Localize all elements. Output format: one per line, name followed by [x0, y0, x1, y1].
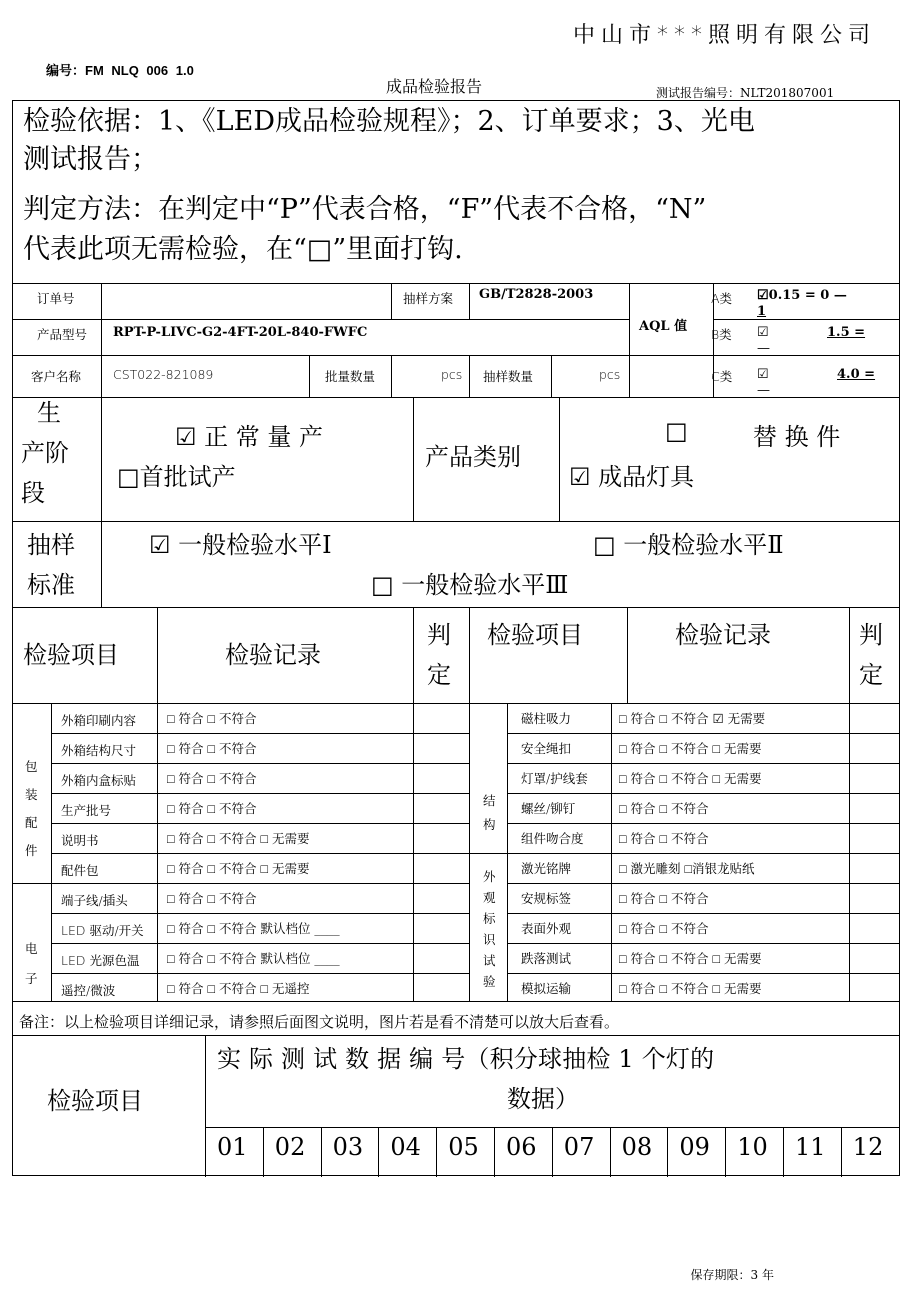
- right-row-item: 组件吻合度: [521, 831, 584, 846]
- aql-c-check: ☑: [757, 367, 769, 382]
- right-row-record[interactable]: □ 符合 □ 不符合: [619, 801, 709, 816]
- right-row-item: 安规标签: [521, 891, 572, 906]
- group-label-structure-char: 结: [483, 793, 496, 808]
- right-row-item: 激光铭牌: [521, 861, 572, 876]
- col-head-item-right: 检验项目: [487, 621, 583, 649]
- group-label-structure-char: 构: [483, 817, 496, 832]
- report-form: [12, 100, 900, 1176]
- stage-label-2: 产阶: [21, 439, 69, 467]
- group-label-appearance-char: 验: [483, 974, 496, 989]
- left-row-item: 外箱结构尺寸: [61, 743, 137, 758]
- left-row-record[interactable]: □ 符合 □ 不符合: [167, 711, 257, 726]
- stage-label-1: 生: [37, 399, 61, 427]
- test-number-cell: 03: [332, 1133, 364, 1161]
- test-data-item-label: 检验项目: [47, 1087, 143, 1115]
- sampling-std-label-2: 标准: [27, 571, 75, 599]
- test-number-cell: 10: [737, 1133, 768, 1161]
- batch-qty-unit: pcs: [441, 367, 463, 382]
- aql-a-label: A类: [711, 291, 733, 306]
- left-row-item: 端子线/插头: [61, 893, 128, 908]
- aql-b-value: 1.5 =: [827, 325, 866, 340]
- left-row-record[interactable]: □ 符合 □ 不符合 □ 无遥控: [167, 981, 310, 996]
- right-row-item: 磁柱吸力: [521, 711, 572, 726]
- col-head-record-left: 检验记录: [225, 641, 321, 669]
- test-data-title-1: 实 际 测 试 数 据 编 号（积分球抽检 1 个灯的: [217, 1045, 715, 1073]
- group-label-packaging-char: 包: [25, 759, 38, 774]
- group-label-packaging-char: 配: [25, 815, 38, 830]
- remark: 备注：以上检验项目详细记录，请参照后面图文说明，图片若是看不清楚可以放大后查看。: [19, 1013, 620, 1031]
- right-row-record[interactable]: □ 符合 □ 不符合 □ 无需要: [619, 771, 762, 786]
- product-category-label: 产品类别: [425, 443, 521, 471]
- judge-method-line-1: 判定方法：在判定中“P”代表合格，“F”代表不合格，“N”: [23, 194, 707, 225]
- left-row-record[interactable]: □ 符合 □ 不符合: [167, 801, 257, 816]
- sample-qty-unit: pcs: [599, 367, 621, 382]
- company-name: 中山市***照明有限公司: [572, 23, 876, 48]
- left-row-record[interactable]: □ 符合 □ 不符合 □ 无需要: [167, 861, 310, 876]
- left-row-item: 说明书: [61, 833, 99, 848]
- aql-b-dash: —: [757, 341, 770, 356]
- test-number-cell: 07: [563, 1133, 595, 1161]
- left-row-item: 遥控/微波: [61, 983, 116, 998]
- left-row-item: 生产批号: [61, 803, 112, 818]
- customer-value: CST022-821089: [113, 367, 214, 382]
- sampling-plan-value: GB/T2828-2003: [479, 287, 594, 302]
- aql-label: AQL 值: [639, 319, 688, 334]
- finished-lamp-option[interactable]: ☑ 成品灯具: [569, 463, 695, 491]
- document-number: 编号：FM NLQ 006 1.0: [46, 63, 194, 78]
- col-head-record-right: 检验记录: [675, 621, 771, 649]
- group-label-electronic-char: 电: [25, 941, 38, 956]
- group-label-appearance-char: 观: [483, 890, 496, 905]
- right-row-item: 螺丝/铆钉: [521, 801, 576, 816]
- test-number-cell: 05: [448, 1133, 479, 1161]
- test-number-cell: 09: [679, 1133, 710, 1161]
- col-head-judge-right-2: 定: [859, 661, 883, 689]
- group-label-appearance-char: 试: [483, 953, 496, 968]
- col-head-judge-left-2: 定: [427, 661, 451, 689]
- right-row-item: 灯罩/护线套: [521, 771, 588, 786]
- test-number-cell: 04: [390, 1133, 421, 1161]
- left-row-record[interactable]: □ 符合 □ 不符合: [167, 771, 257, 786]
- model-value: RPT-P-LIVC-G2-4FT-20L-840-FWFC: [113, 325, 368, 340]
- report-title: 成品检验报告: [386, 77, 483, 96]
- left-row-item: 外箱印刷内容: [61, 713, 137, 728]
- right-row-item: 模拟运输: [521, 981, 572, 996]
- order-label: 订单号: [37, 291, 75, 306]
- left-row-item: 配件包: [61, 863, 99, 878]
- inspection-level-2[interactable]: □ 一般检验水平Ⅱ: [593, 531, 784, 559]
- col-head-judge-right-1: 判: [859, 621, 883, 649]
- right-row-item: 跌落测试: [521, 951, 572, 966]
- left-row-record[interactable]: □ 符合 □ 不符合 □ 无需要: [167, 831, 310, 846]
- stage-label-3: 段: [21, 479, 45, 507]
- group-label-electronic-char: 子: [25, 971, 38, 986]
- group-label-appearance-char: 标: [483, 911, 496, 926]
- test-number-cell: 06: [506, 1133, 537, 1161]
- aql-c-label: C类: [711, 369, 733, 384]
- right-row-item: 表面外观: [521, 921, 572, 936]
- right-row-record[interactable]: □ 符合 □ 不符合: [619, 831, 709, 846]
- group-label-appearance-char: 外: [483, 869, 496, 884]
- left-row-record[interactable]: □ 符合 □ 不符合: [167, 741, 257, 756]
- right-row-record[interactable]: □ 符合 □ 不符合 □ 无需要: [619, 741, 762, 756]
- sample-qty-label: 抽样数量: [483, 369, 534, 384]
- right-row-record[interactable]: □ 符合 □ 不符合 ☑ 无需要: [619, 711, 766, 726]
- col-head-judge-left-1: 判: [427, 621, 451, 649]
- inspection-level-3[interactable]: □ 一般检验水平Ⅲ: [371, 571, 569, 599]
- aql-c-value: 4.0 =: [837, 367, 876, 382]
- inspection-level-1[interactable]: ☑ 一般检验水平Ⅰ: [149, 531, 332, 559]
- retention-period: 保存期限：3 年: [690, 1268, 774, 1282]
- left-row-item: 外箱内盒标贴: [61, 773, 137, 788]
- left-row-record[interactable]: □ 符合 □ 不符合 默认档位 ____: [167, 921, 340, 936]
- customer-label: 客户名称: [31, 369, 82, 384]
- left-row-item: LED 光源色温: [61, 953, 140, 968]
- basis-line-1: 检验依据：1、《LED成品检验规程》；2、订单要求；3、光电: [23, 106, 755, 137]
- aql-a-value: ☑0.15 = 0 —: [757, 288, 847, 303]
- basis-line-2: 测试报告；: [23, 144, 158, 175]
- sampling-std-label-1: 抽样: [27, 531, 75, 559]
- left-row-record[interactable]: □ 符合 □ 不符合 默认档位 ____: [167, 951, 340, 966]
- right-row-item: 安全绳扣: [521, 741, 572, 756]
- replacement-part-label: 替 换 件: [753, 423, 841, 451]
- right-row-record[interactable]: □ 符合 □ 不符合 □ 无需要: [619, 951, 762, 966]
- group-label-packaging-char: 装: [25, 787, 38, 802]
- replacement-part-checkbox[interactable]: □: [665, 417, 688, 445]
- batch-qty-label: 批量数量: [325, 369, 376, 384]
- model-label: 产品型号: [37, 327, 88, 342]
- left-row-record[interactable]: □ 符合 □ 不符合: [167, 891, 257, 906]
- test-number-cell: 11: [795, 1133, 826, 1161]
- test-data-title-2: 数据）: [507, 1085, 579, 1113]
- right-row-record[interactable]: □ 符合 □ 不符合: [619, 891, 709, 906]
- group-label-packaging-char: 件: [25, 843, 38, 858]
- col-head-item-left: 检验项目: [23, 641, 119, 669]
- sampling-plan-label: 抽样方案: [403, 291, 454, 306]
- aql-a-value-2: 1: [757, 304, 767, 319]
- left-row-item: LED 驱动/开关: [61, 923, 144, 938]
- aql-b-check: ☑: [757, 325, 769, 340]
- group-label-appearance-char: 识: [483, 932, 496, 947]
- test-number-cell: 08: [621, 1133, 653, 1161]
- report-number: 测试报告编号：NLT201807001: [656, 86, 835, 100]
- right-row-record[interactable]: □ 符合 □ 不符合: [619, 921, 709, 936]
- right-row-record[interactable]: □ 符合 □ 不符合 □ 无需要: [619, 981, 762, 996]
- aql-b-label: B类: [711, 327, 732, 342]
- test-number-cell: 02: [274, 1133, 306, 1161]
- right-row-record[interactable]: □ 激光雕刻 □消银龙贴纸: [619, 861, 755, 876]
- test-number-cell: 01: [217, 1133, 248, 1161]
- aql-c-dash: —: [757, 383, 770, 398]
- first-trial-option[interactable]: □首批试产: [117, 463, 236, 491]
- judge-method-line-2: 代表此项无需检验，在“□”里面打钩.: [23, 234, 463, 265]
- test-number-cell: 12: [852, 1133, 884, 1161]
- mass-production-option[interactable]: ☑ 正 常 量 产: [175, 423, 324, 451]
